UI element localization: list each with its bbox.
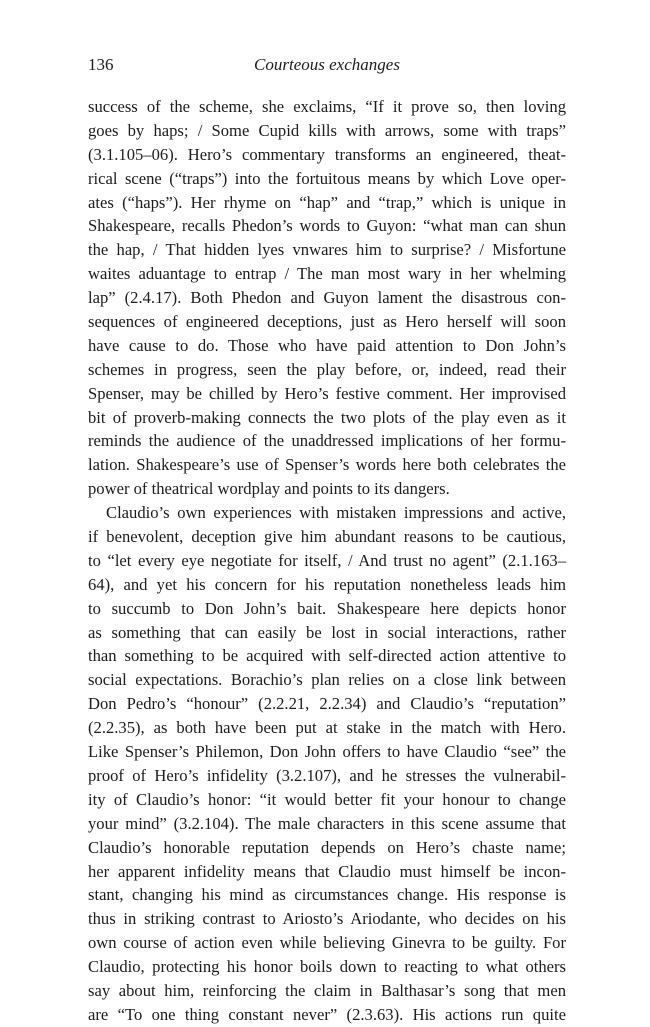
text-line: your mind” (3.2.104). The male characters in this scene assume that — [88, 813, 566, 833]
text-line: Don Pedro’s “honour” (2.2.21, 2.2.34) and Claudio’s “reputation” — [88, 694, 566, 714]
running-head — [88, 55, 566, 83]
text-line: Spenser, may be chilled by Hero’s festive comment. Her improvised — [88, 383, 566, 403]
page-number: 136 — [88, 55, 114, 74]
text-line: rical scene (“traps”) into the fortuitous means by which Love oper- — [88, 168, 566, 188]
text-line: goes by haps; / Some Cupid kills with arrows, some with traps” — [88, 120, 566, 140]
text-line: her apparent infidelity means that Claudio must himself be incon- — [88, 861, 566, 881]
text-line: ates (“haps”). Her rhyme on “hap” and “trap,” which is unique in — [88, 192, 566, 212]
text-line: are “To one thing constant never” (2.3.63). His actions run quite — [88, 1004, 566, 1024]
text-line: reminds the audience of the unaddressed implications of her formu- — [88, 431, 566, 451]
text-line: the hap, / That hidden lyes vnwares him to surprise? / Misfortune — [88, 240, 566, 260]
text-line: have cause to do. Those who have paid attention to Don John’s — [88, 335, 566, 355]
text-line: ity of Claudio’s honor: “it would better fit your honour to change — [88, 789, 566, 809]
text-line: schemes in progress, seen the play before, or, indeed, read their — [88, 359, 566, 379]
text-line: than something to be acquired with self-directed action attentive to — [88, 646, 566, 666]
text-line: stant, changing his mind as circumstances change. His response is — [88, 885, 566, 905]
text-line: power of theatrical wordplay and points to its dangers. — [88, 479, 450, 499]
body-text — [88, 95, 566, 1027]
text-line: as something that can easily be lost in social interactions, rather — [88, 622, 566, 642]
text-line: Like Spenser’s Philemon, Don John offers to have Claudio “see” the — [88, 742, 566, 762]
text-line: waites aduantage to entrap / The man most wary in her whelming — [88, 264, 566, 284]
text-line: to “let every eye negotiate for itself, / And trust no agent” (2.1.163– — [88, 550, 566, 570]
text-line: Shakespeare, recalls Phedon’s words to Guyon: “what man can shun — [88, 216, 566, 236]
text-line: thus in striking contrast to Ariosto’s Ariodante, who decides on his — [88, 909, 566, 929]
text-line: lap” (2.4.17). Both Phedon and Guyon lament the disastrous con- — [88, 288, 566, 308]
paragraph — [88, 501, 566, 1027]
text-line: if benevolent, deception give him abundant reasons to be cautious, — [88, 527, 566, 547]
paragraph — [88, 95, 566, 501]
text-line: Claudio, protecting his honor boils down to reacting to what others — [88, 957, 566, 977]
text-line: to succumb to Don John’s bait. Shakespeare here depicts honor — [88, 598, 566, 618]
text-line: sequences of engineered deceptions, just as Hero herself will soon — [88, 312, 566, 332]
text-line: Claudio’s own experiences with mistaken impressions and active, — [106, 503, 566, 523]
text-line: 64), and yet his concern for his reputation nonetheless leads him — [88, 574, 566, 594]
text-line: lation. Shakespeare’s use of Spenser’s words here both celebrates the — [88, 455, 566, 475]
running-title: Courteous exchanges — [254, 55, 400, 74]
text-line: (3.1.105–06). Hero’s commentary transforms an engineered, theat- — [88, 144, 566, 164]
text-line: Claudio’s honorable reputation depends on Hero’s chaste name; — [88, 837, 566, 857]
book-page — [88, 55, 566, 1027]
text-line: social expectations. Borachio’s plan relies on a close link between — [88, 670, 566, 690]
text-line: (2.2.35), as both have been put at stake in the match with Hero. — [88, 718, 566, 738]
text-line: bit of proverb-making connects the two plots of the play even as it — [88, 407, 566, 427]
text-line: proof of Hero’s infidelity (3.2.107), and he stresses the vulnerabil- — [88, 765, 566, 785]
text-line: success of the scheme, she exclaims, “If it prove so, then loving — [88, 97, 566, 116]
text-line: own course of action even while believing Ginevra to be guilty. For — [88, 933, 566, 953]
text-line: say about him, reinforcing the claim in Balthasar’s song that men — [88, 980, 566, 1000]
